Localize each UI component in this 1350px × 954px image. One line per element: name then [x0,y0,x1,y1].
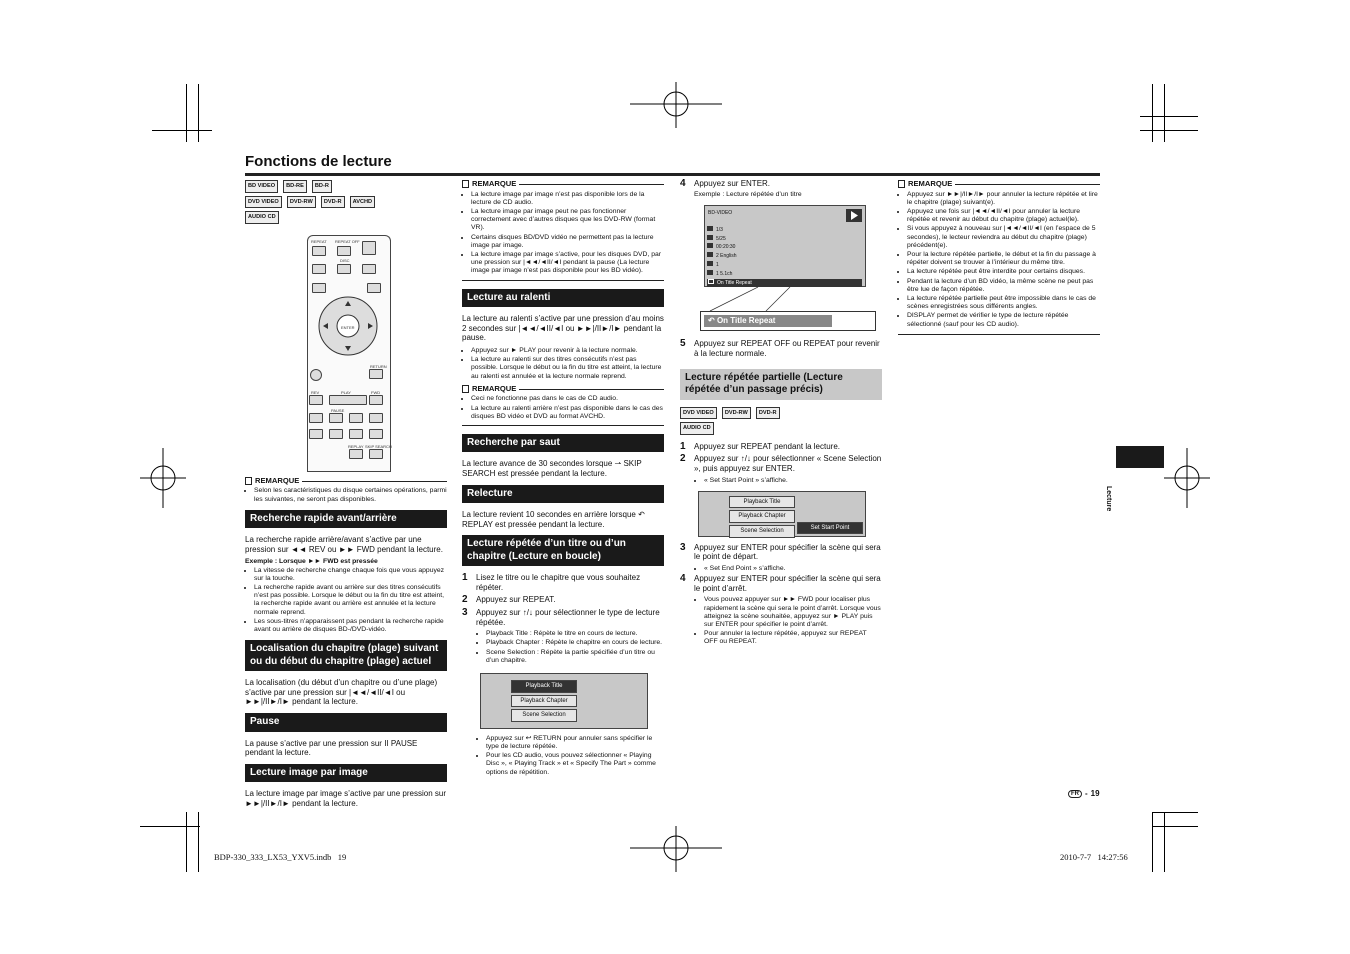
list-item: • Appuyez sur ► PLAY pour revenir à la lecture normale. [471,347,664,355]
step4-list [680,596,882,646]
slow-motion-text: La lecture au ralenti s’active par une pression d’au moins 2 secondes sur |◄◄/◄II/◄I ou ►►|/II►/I► pendant la pause. [462,314,664,343]
list-item: • Certains disques BD/DVD vidéo ne permettent pas la lecture image par image. [471,234,664,250]
frame-by-frame-text: La lecture image par image s’active par une pression sur ►►|/II►/I► pendant la lecture. [245,789,446,808]
column-1 [245,180,447,812]
list-item: • La lecture au ralenti sur des titres consécutifs n’est pas possible. Lorsque le début ou la fin du titre est atteint, la lecture au ralenti est annulée et la lecture normale reprend. [471,356,664,381]
page-number-dash: - [1085,789,1088,798]
skip-search-text: La lecture avance de 30 secondes lorsque ⇀ SKIP SEARCH est pressée pendant la lecture. [462,459,642,479]
remote-pause-label: PAUSE [331,407,345,413]
list-item: • Si vous appuyez à nouveau sur |◄◄/◄II/◄I (en l’espace de 5 secondes), le lecteur reviendra au début du chapitre (plage) précédent(e). [907,225,1100,250]
remarque-label: REMARQUE [472,179,517,188]
remarque-list [898,191,1100,329]
step-item [680,179,882,199]
audio-icon [707,270,713,275]
registration-mark-bottom [630,826,722,872]
remarque-label: REMARQUE [908,179,953,188]
step-number: 1 [680,440,686,452]
remarque-rule [519,184,664,185]
badge-dvd-r: DVD-R [321,196,345,209]
remarque-list [245,487,447,503]
badge-dvd-rw: DVD-RW [722,407,751,420]
language-badge: FR [1068,790,1082,798]
section-slow-motion: Lecture au ralenti [462,289,664,308]
step-item [462,608,664,627]
remote-fwd-label: FWD [371,389,381,395]
step-text: Appuyez sur ENTER pour spécifier la scène qui sera le point d’arrêt. [694,574,881,593]
repeat-icon [708,279,714,284]
slow-motion-list [462,347,664,381]
list-item: • DISPLAY permet de vérifier le type de lecture répétée sélectionné (sauf pour les CD audio). [907,312,1100,328]
list-item: • La lecture répétée partielle peut être impossible dans le cas de scènes enregistrées sous différents angles. [907,295,1100,311]
remarque-label: REMARQUE [472,383,517,393]
disc-badges [680,407,882,438]
page-title: Fonctions de lecture [245,153,392,170]
osd-scene-selection[interactable]: Scene Selection [511,709,577,722]
registration-mark-right [1164,448,1210,508]
remote-repeat-label: REPEAT [311,238,327,244]
osd-row [707,252,862,261]
list-item: • Ceci ne fonctionne pas dans le cas de CD audio. [471,395,664,403]
list-item: • « Set End Point » s’affiche. [704,565,882,573]
remarque-list [462,191,664,276]
side-tab-block [1116,446,1164,468]
callout-lines [680,287,880,313]
remarque-heading [898,180,1100,189]
remote-play-button[interactable] [329,395,367,405]
remote-illustration [245,231,447,427]
section-skip-search: Recherche par saut [462,434,664,453]
remote-btn-h[interactable] [349,429,363,439]
list-item: • Vous pouvez appuyer sur ►► FWD pour localiser plus rapidement la scène qui sera le point d’arrêt. Lorsque vous atteignez la scène souhaitée, appuyez sur ► PLAY puis sur ENTER pour spécifier le point d’arrêt. [704,596,882,629]
remote-btn-b[interactable] [337,264,351,274]
badge-dvd-video: DVD VIDEO [245,196,282,209]
column-3 [680,179,882,648]
side-tab-label: Lecture [1105,486,1112,512]
remote-repeat-button[interactable] [312,246,326,256]
remote-repeat-off-label: REPEAT OFF [335,238,360,244]
remote-btn-g[interactable] [329,429,343,439]
remote-replay-button[interactable] [349,449,363,459]
section-repeat-playback: Lecture répétée d’un titre ou d’un chapitre (Lecture en boucle) [462,535,664,566]
list-item: • La lecture image par image peut ne pas fonctionner correctement avec d’autres disques que les DVD-RW (format VR). [471,208,664,233]
list-item: • Pour la lecture répétée partielle, le début et la fin du passage à répéter doivent se trouver à l’intérieur du même titre. [907,251,1100,267]
osd-row-text: On Title Repeat [717,279,752,286]
footer-right: 2010-7-7 14:27:56 [1060,852,1128,862]
footer-left: BDP-330_333_LX53_YXV5.indb 19 [214,852,347,862]
remote-illustration-lower [245,427,447,473]
step3-list [462,630,664,665]
fast-search-text: La recherche rapide arrière/avant s’active par une pression sur ◄◄ REV ou ►► FWD pendant la lecture. [245,535,443,554]
remote-repeat-off-button[interactable] [337,246,351,256]
play-icon [846,209,862,222]
step-text [694,179,802,199]
list-item: • La recherche rapide avant ou arrière sur des titres consécutifs n’est pas possible. Lorsque le début ou la fin du titre est atteint, la recherche rapide avant ou arrière est annulée et la lecture normale reprend. [254,584,447,617]
callout-text: On Title Repeat [716,315,776,325]
time-icon [707,243,713,248]
osd-list [729,496,795,538]
remote-btn-f[interactable] [309,429,323,439]
remarque-rule [302,481,447,482]
remote-play-label: PLAY [341,389,351,395]
step-item [462,573,664,592]
osd-row-selected [707,279,862,288]
list-item: • Pour les CD audio, vous pouvez sélectionner « Playing Disc », « Playing Track » et « Specify The Part » comme options de répétition. [486,752,664,777]
list-item: • La vitesse de recherche change chaque fois que vous appuyez sur la touche. [254,567,447,583]
remote-misc-button[interactable] [362,241,376,255]
list-item: • Pendant la lecture d’un BD vidéo, la même scène ne peut pas être lue de façon répétée. [907,278,1100,294]
step4-text: Appuyez sur ENTER. [694,179,771,188]
osd-set-start-point[interactable]: Set Start Point [797,522,863,535]
subtitle-icon [707,252,713,257]
osd-row [707,226,862,235]
list-item: • Scene Selection : Répète la partie spécifiée d’un titre ou d’un chapitre. [486,649,664,665]
step-number: 2 [680,453,686,465]
remote-enter-label: ENTER [341,324,355,330]
step-number: 4 [680,573,686,585]
remote-skip-label: SKIP SEARCH [365,443,392,449]
scene-selection-osd [698,491,866,537]
osd-scene-selection[interactable]: Scene Selection [729,525,795,538]
osd-row [707,270,862,279]
badge-bd-re: BD-RE [283,180,307,193]
osd-row [707,261,862,270]
column-2 [462,180,664,778]
repeat-osd-menu [480,673,648,729]
step-item [462,595,664,605]
osd-row-text: 1 [716,261,719,268]
remarque-heading-2 [462,385,664,394]
remote-return-label: RETURN [370,363,387,369]
step-text: Appuyez sur ↑/↓ pour sélectionner le type de lecture répétée. [476,608,660,627]
disc-badges [245,180,405,227]
badge-audio-cd: AUDIO CD [680,422,714,435]
step-text: Appuyez sur REPEAT pendant la lecture. [694,441,841,451]
divider [462,280,664,281]
page-number: 19 [1090,789,1100,798]
osd-row-text: 5/25 [716,235,726,242]
osd-play-indicator [846,209,862,222]
remote-btn-a[interactable] [312,264,326,274]
callout-badge: ↶ On Title Repeat [704,315,832,328]
remote-prev-button[interactable] [309,413,323,423]
osd-header: BD-VIDEO [708,209,733,216]
title-repeat-osd [704,205,866,287]
step-text: Lisez le titre ou le chapitre que vous souhaitez répéter. [476,573,641,592]
step-text: Appuyez sur REPEAT OFF ou REPEAT pour revenir à la lecture normale. [694,339,880,358]
remote-stop-button[interactable] [349,413,363,423]
list-item: • Appuyez sur ↩ RETURN pour annuler sans spécifier le type de lecture répétée. [486,735,664,751]
remarque-heading [462,180,664,189]
step3-list [680,565,882,573]
remarque-heading [245,477,447,486]
remarque-label: REMARQUE [255,475,300,485]
list-item: • La lecture image par image s’active, pour les disques DVD, par une pression sur |◄◄/◄II/◄I pendant la pause (La lecture image par image n’est pas disponible pour les BD vidéo). [471,251,664,276]
note-icon [462,180,469,188]
osd-playback-title[interactable]: Playback Title [511,680,577,693]
section-pause: Pause [245,713,447,732]
remarque-rule [519,389,664,390]
remote-rev-button[interactable] [309,395,323,405]
step-number: 3 [680,541,686,553]
osd-playback-chapter[interactable]: Playback Chapter [511,695,577,708]
list-item: • La lecture image par image n’est pas disponible lors de la lecture de CD audio. [471,191,664,207]
remote-home-button[interactable] [310,369,322,381]
badge-dvd-rw: DVD-RW [287,196,316,209]
badge-bd-r: BD-R [312,180,332,193]
badge-dvd-r: DVD-R [756,407,780,420]
remote-skip-button[interactable] [369,449,383,459]
step-item [680,442,882,452]
note-icon [245,477,252,485]
column-4 [898,180,1100,335]
step-item [680,574,882,593]
section-frame-by-frame: Lecture image par image [245,764,447,783]
badge-avchd: AVCHD [350,196,375,209]
angle-icon [707,261,713,266]
step-item [680,454,882,473]
list-item: • La lecture répétée peut être interdite pour certains disques. [907,268,1100,276]
list-item: • Appuyez une fois sur |◄◄/◄II/◄I pour annuler la lecture répétée et revenir au début du chapitre (plage) actuel(le). [907,208,1100,224]
remote-btn-d[interactable] [312,283,326,293]
list-item: • Playback Title : Répète le titre en cours de lecture. [486,630,664,638]
step2-list [680,477,882,485]
note-icon [898,180,905,188]
remote-btn-e[interactable] [367,283,381,293]
registration-mark-top [630,82,722,128]
badge-dvd-video: DVD VIDEO [680,407,717,420]
divider [462,425,664,426]
after-osd-list [462,735,664,777]
remote-return-button[interactable] [369,369,383,379]
step-number: 3 [462,607,468,619]
page-number-area [1068,789,1100,798]
step-number: 4 [680,178,686,189]
fast-search-list [245,567,447,635]
section-partial-repeat: Lecture répétée partielle (Lecture répétée d’un passage précis) [680,369,882,400]
chapter-icon [707,235,713,240]
osd-playback-title[interactable]: Playback Title [729,496,795,509]
badge-audio-cd: AUDIO CD [245,211,279,224]
remote-fwd-button[interactable] [369,395,383,405]
osd-row-text: 1 5.1ch [716,270,733,277]
list-item: • La lecture au ralenti arrière n’est pas disponible dans le cas des disques BD vidéo et DVD au format AVCHD. [471,405,664,421]
chapter-location-text: La localisation (du début d’un chapitre ou d’une plage) s’active par une pression sur |◄◄/◄II/◄I ou ►►|/II►/I► pendant la lecture. [245,678,438,707]
note-icon [462,385,469,393]
step-text: Appuyez sur ENTER pour spécifier la scène qui sera le point de départ. [694,542,881,562]
osd-row-text: 2 English [716,253,737,260]
title-icon [707,226,713,231]
osd-row-text: 00:20:30 [716,244,736,251]
step-text: Appuyez sur ↑/↓ pour sélectionner « Scene Selection », puis appuyez sur ENTER. [694,454,882,473]
remote-display-label: DISC [340,257,350,263]
list-item: • « Set Start Point » s’affiche. [704,477,882,485]
remote-btn-c[interactable] [362,264,376,274]
step-number: 5 [680,338,686,350]
osd-rows [707,226,862,288]
title-rule [245,173,1100,176]
remarque-rule [955,184,1100,185]
remote-pause-button[interactable] [329,413,343,423]
list-item: • Les sous-titres n’apparaissent pas pendant la recherche rapide avant ou arrière de disques BD-/DVD-vidéo. [254,618,447,634]
osd-playback-chapter[interactable]: Playback Chapter [729,510,795,523]
section-replay: Relecture [462,485,664,504]
osd-row [707,235,862,244]
remote-btn-i[interactable] [369,429,383,439]
list-item: • Appuyez sur ►►|/II►/I► pour annuler la lecture répétée et lire le chapitre (plage) suivant(e). [907,191,1100,207]
remote-next-button[interactable] [369,413,383,423]
step4-example: Exemple : Lecture répétée d’un titre [694,190,802,198]
list-item: • Pour annuler la lecture répétée, appuyez sur REPEAT OFF ou REPEAT. [704,630,882,646]
step-item [680,543,882,562]
remarque-list-2 [462,395,664,421]
badge-bd-video: BD VIDEO [245,180,278,193]
registration-mark-left [140,448,186,508]
list-item: • Selon les caractéristiques du disque certaines opérations, parmi les suivantes, ne seront pas disponibles. [254,487,447,503]
replay-text: La lecture revient 10 secondes en arrière lorsque ↶ REPLAY est pressée pendant la lecture. [462,510,645,529]
divider [898,334,1100,335]
section-chapter-location: Localisation du chapitre (plage) suivant ou du début du chapitre (plage) actuel [245,640,447,671]
remote-rev-label: REV [311,389,320,395]
pause-text: La pause s’active par une pression sur II PAUSE pendant la lecture. [245,738,418,758]
step-item [680,339,882,358]
callout-box [700,311,876,332]
remote-replay-label: REPLAY [348,443,364,449]
step-number: 1 [462,572,468,584]
section-fast-search: Recherche rapide avant/arrière [245,510,447,529]
fast-search-example: Exemple : Lorsque ►► FWD est pressée [245,558,378,566]
osd-row [707,243,862,252]
step-number: 2 [462,594,468,606]
step-text: Appuyez sur REPEAT. [476,595,556,605]
osd-row-text: 1/3 [716,226,723,233]
list-item: • Playback Chapter : Répète le chapitre en cours de lecture. [486,639,664,647]
